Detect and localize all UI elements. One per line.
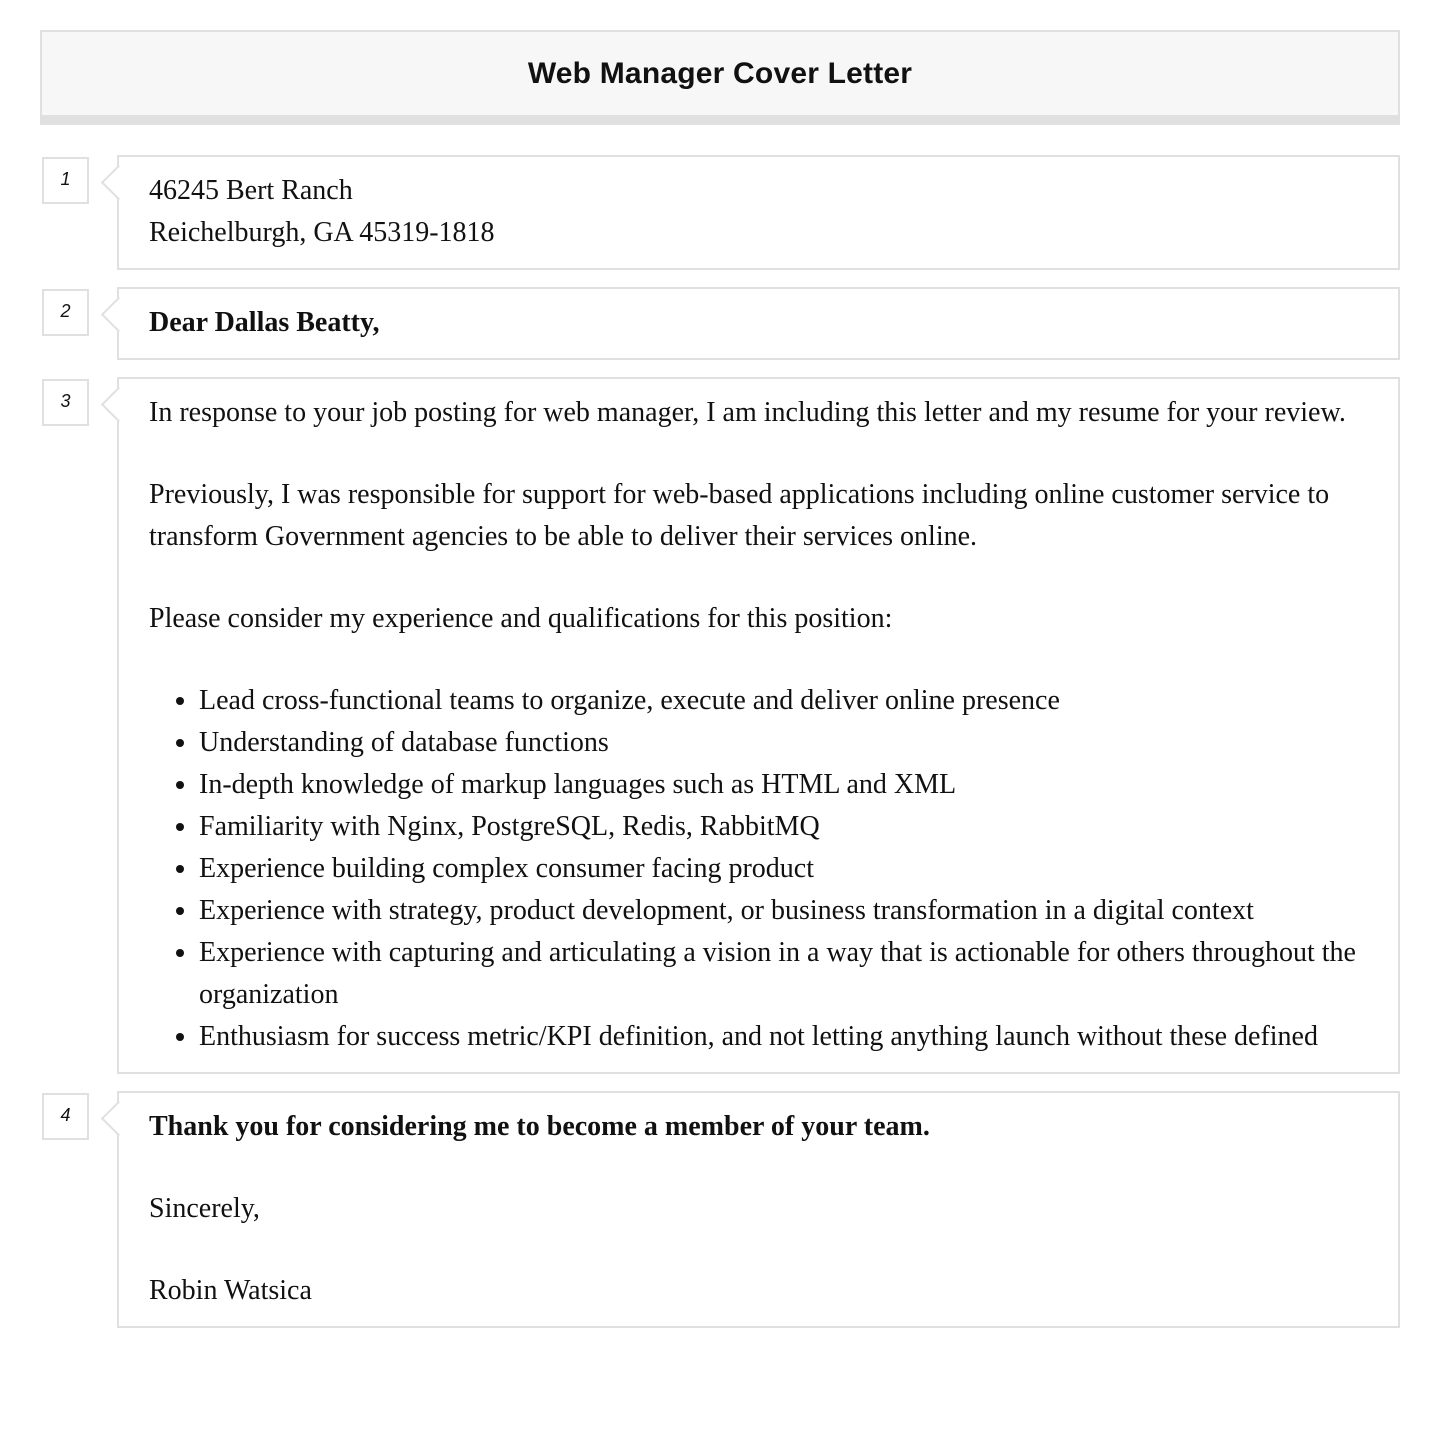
document-header xyxy=(40,30,1400,125)
section-address xyxy=(40,155,1400,270)
qualification-item: • Experience with strategy, product development, or business transformation in a digital context xyxy=(199,890,1368,932)
qualification-item: • Familiarity with Nginx, PostgreSQL, Redis, RabbitMQ xyxy=(199,806,1368,848)
qualifications-list xyxy=(149,680,1368,1058)
page-title: Web Manager Cover Letter xyxy=(527,56,913,90)
section-card xyxy=(117,1091,1400,1328)
section-number-badge: 4 xyxy=(42,1093,89,1140)
section-number-badge: 3 xyxy=(42,379,89,426)
qualification-item: • Lead cross-functional teams to organize, execute and deliver online presence xyxy=(199,680,1368,722)
qualification-item: • Understanding of database functions xyxy=(199,722,1368,764)
section-card xyxy=(117,155,1400,270)
section-card xyxy=(117,377,1400,1074)
section-body xyxy=(40,377,1400,1074)
salutation: Dear Dallas Beatty, xyxy=(149,307,380,338)
qualification-item: • Enthusiasm for success metric/KPI definition, and not letting anything launch without these defined xyxy=(199,1016,1368,1058)
qualification-item: • Experience with capturing and articulating a vision in a way that is actionable for others throughout the organization xyxy=(199,932,1368,1016)
section-card xyxy=(117,287,1400,360)
qualification-item: • In-depth knowledge of markup languages such as HTML and XML xyxy=(199,764,1368,806)
section-number-badge: 2 xyxy=(42,289,89,336)
closing-statement: Thank you for considering me to become a member of your team. xyxy=(149,1111,930,1142)
section-closing xyxy=(40,1091,1400,1328)
intro-paragraph: In response to your job posting for web manager, I am including this letter and my resume for your review. xyxy=(149,397,1346,428)
experience-paragraph: Previously, I was responsible for support for web-based applications including online customer service to transform Government agencies to be able to deliver their services online. xyxy=(149,479,1330,552)
section-number-badge: 1 xyxy=(42,157,89,204)
section-salutation xyxy=(40,287,1400,360)
signature: Robin Watsica xyxy=(149,1275,312,1306)
address-street: 46245 Bert Ranch xyxy=(149,175,353,206)
qualifications-intro: Please consider my experience and qualifications for this position: xyxy=(149,603,893,634)
sign-off: Sincerely, xyxy=(149,1193,260,1224)
letter-sections xyxy=(40,155,1400,1328)
address-city-state-zip: Reichelburgh, GA 45319-1818 xyxy=(149,217,495,248)
qualification-item: • Experience building complex consumer facing product xyxy=(199,848,1368,890)
